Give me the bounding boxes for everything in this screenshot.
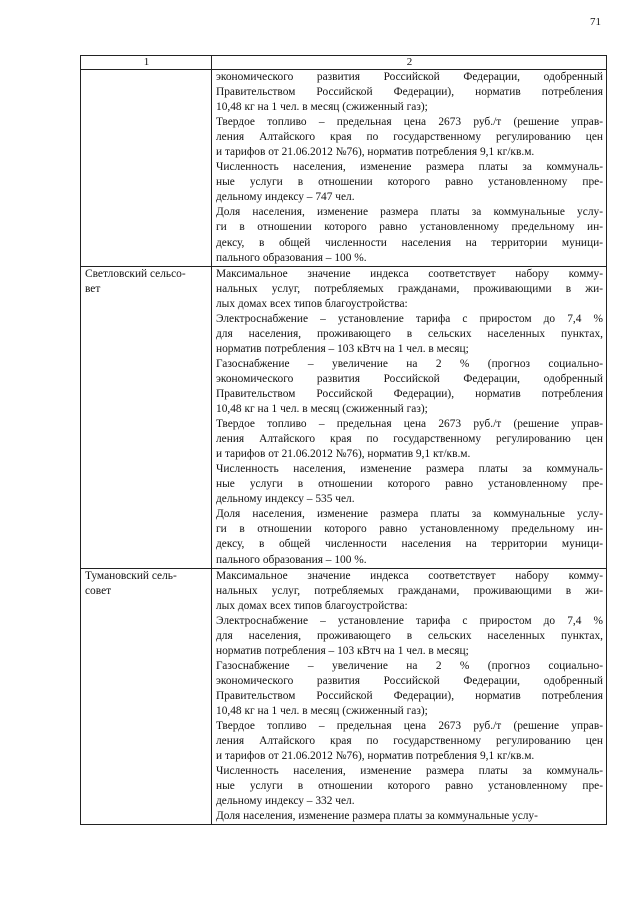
- paragraph-line: Правительством Российской Федерации), норматив потребления: [216, 86, 603, 99]
- paragraph-line: нальных услуг, потребляемых гражданами, проживающими в жи-: [216, 282, 603, 295]
- paragraph-line: Численность населения, изменение размера платы за коммуналь-: [216, 463, 603, 476]
- paragraph-line: ные услуги в отношении которого равно установленному пре-: [216, 478, 603, 491]
- description-cell: [212, 266, 607, 568]
- paragraph-line: Газоснабжение – увеличение на 2 % (прогноз социально-: [216, 659, 603, 672]
- description-paragraph: [216, 569, 603, 614]
- paragraph-line: лых домах всех типов благоустройства:: [216, 599, 408, 612]
- paragraph-line: дельному индексу – 535 чел.: [216, 493, 355, 506]
- paragraph-line: Газоснабжение – увеличение на 2 % (прогноз социально-: [216, 357, 603, 370]
- paragraph-line: и тарифов от 21.06.2012 №76), норматив потребления 9,1 кг/кв.м.: [216, 146, 535, 159]
- paragraph-line: 10,48 кг на 1 чел. в месяц (сжиженный газ);: [216, 403, 428, 416]
- paragraph-line: для населения, проживающего в сельских населенных пунктах,: [216, 327, 603, 340]
- description-paragraph: [216, 809, 603, 824]
- paragraph-line: Максимальное значение индекса соответствует набору комму-: [216, 267, 603, 280]
- description-cell: [212, 568, 607, 825]
- paragraph-line: Доля населения, изменение размера платы за коммунальные услу-: [216, 810, 538, 823]
- table-header-row: [81, 56, 607, 70]
- paragraph-line: нальных услуг, потребляемых гражданами, проживающими в жи-: [216, 584, 603, 597]
- description-paragraph: [216, 312, 603, 357]
- paragraph-line: экономического развития Российской Федерации, одобренный: [216, 71, 603, 83]
- document-table: [80, 55, 607, 825]
- paragraph-line: пального образования – 100 %.: [216, 553, 367, 566]
- paragraph-line: Доля населения, изменение размера платы за коммунальные услу-: [216, 508, 603, 521]
- paragraph-line: ги в отношении которого равно установленному предельному ин-: [216, 221, 603, 234]
- table-row: [81, 266, 607, 568]
- municipality-name-cell: [81, 266, 212, 568]
- municipality-name-line: вет: [85, 282, 101, 295]
- description-paragraph: [216, 462, 603, 507]
- description-paragraph: [216, 205, 603, 265]
- paragraph-line: Доля населения, изменение размера платы за коммунальные услу-: [216, 206, 603, 219]
- paragraph-line: Численность населения, изменение размера платы за коммуналь-: [216, 161, 603, 174]
- paragraph-line: пального образования – 100 %.: [216, 251, 367, 264]
- paragraph-line: Твердое топливо – предельная цена 2673 руб./т (решение управ-: [216, 720, 603, 733]
- column-header-2: 2: [212, 56, 607, 70]
- paragraph-line: ги в отношении которого равно установленному предельному ин-: [216, 523, 603, 536]
- description-paragraph: [216, 160, 603, 205]
- paragraph-line: Твердое топливо – предельная цена 2673 руб./т (решение управ-: [216, 418, 603, 431]
- paragraph-line: и тарифов от 21.06.2012 №76), норматив потребления 9,1 кг/кв.м.: [216, 750, 535, 763]
- paragraph-line: Численность населения, изменение размера платы за коммуналь-: [216, 765, 603, 778]
- description-paragraph: [216, 115, 603, 160]
- municipality-name-line: Светловский сельсо-: [85, 267, 186, 280]
- paragraph-line: ные услуги в отношении которого равно установленному пре-: [216, 176, 603, 189]
- paragraph-line: Правительством Российской Федерации), норматив потребления: [216, 689, 603, 702]
- paragraph-line: дексу, в общей численности населения на территории муници-: [216, 538, 603, 551]
- paragraph-line: Максимальное значение индекса соответствует набору комму-: [216, 569, 603, 582]
- table-row: [81, 568, 607, 825]
- description-paragraph: [216, 659, 603, 719]
- paragraph-line: ные услуги в отношении которого равно установленному пре-: [216, 780, 603, 793]
- table-row: [81, 70, 607, 267]
- description-paragraph: [216, 507, 603, 567]
- paragraph-line: дексу, в общей численности населения на территории муници-: [216, 236, 603, 249]
- municipality-name-cell: [81, 70, 212, 267]
- paragraph-line: для населения, проживающего в сельских населенных пунктах,: [216, 629, 603, 642]
- paragraph-line: норматив потребления – 103 кВтч на 1 чел. в месяц;: [216, 644, 469, 657]
- description-paragraph: [216, 417, 603, 462]
- description-paragraph: [216, 614, 603, 659]
- municipality-name-line: совет: [85, 584, 112, 597]
- description-paragraph: [216, 357, 603, 417]
- paragraph-line: Правительством Российской Федерации), норматив потребления: [216, 387, 603, 400]
- paragraph-line: экономического развития Российской Федерации, одобренный: [216, 372, 603, 385]
- paragraph-line: 10,48 кг на 1 чел. в месяц (сжиженный газ);: [216, 704, 428, 717]
- description-paragraph: [216, 70, 603, 115]
- paragraph-line: Твердое топливо – предельная цена 2673 руб./т (решение управ-: [216, 116, 603, 129]
- municipality-name-cell: [81, 568, 212, 825]
- paragraph-line: дельному индексу – 332 чел.: [216, 795, 355, 808]
- paragraph-line: ления Алтайского края по государственному регулированию цен: [216, 735, 603, 748]
- paragraph-line: ления Алтайского края по государственному регулированию цен: [216, 433, 603, 446]
- description-cell: [212, 70, 607, 267]
- paragraph-line: лых домах всех типов благоустройства:: [216, 297, 408, 310]
- description-paragraph: [216, 719, 603, 764]
- paragraph-line: и тарифов от 21.06.2012 №76), норматив 9,1 кт/кв.м.: [216, 448, 471, 461]
- paragraph-line: Электроснабжение – установление тарифа с приростом до 7,4 %: [216, 312, 603, 325]
- paragraph-line: экономического развития Российской Федерации, одобренный: [216, 674, 603, 687]
- paragraph-line: дельному индексу – 747 чел.: [216, 191, 355, 204]
- description-paragraph: [216, 764, 603, 809]
- page-number: 71: [590, 16, 601, 28]
- description-paragraph: [216, 267, 603, 312]
- municipality-name-line: Тумановский сель-: [85, 569, 177, 582]
- column-header-1: 1: [81, 56, 212, 70]
- paragraph-line: Электроснабжение – установление тарифа с приростом до 7,4 %: [216, 614, 603, 627]
- paragraph-line: норматив потребления – 103 кВтч на 1 чел. в месяц;: [216, 342, 469, 355]
- paragraph-line: 10,48 кг на 1 чел. в месяц (сжиженный газ);: [216, 101, 428, 114]
- paragraph-line: ления Алтайского края по государственному регулированию цен: [216, 131, 603, 144]
